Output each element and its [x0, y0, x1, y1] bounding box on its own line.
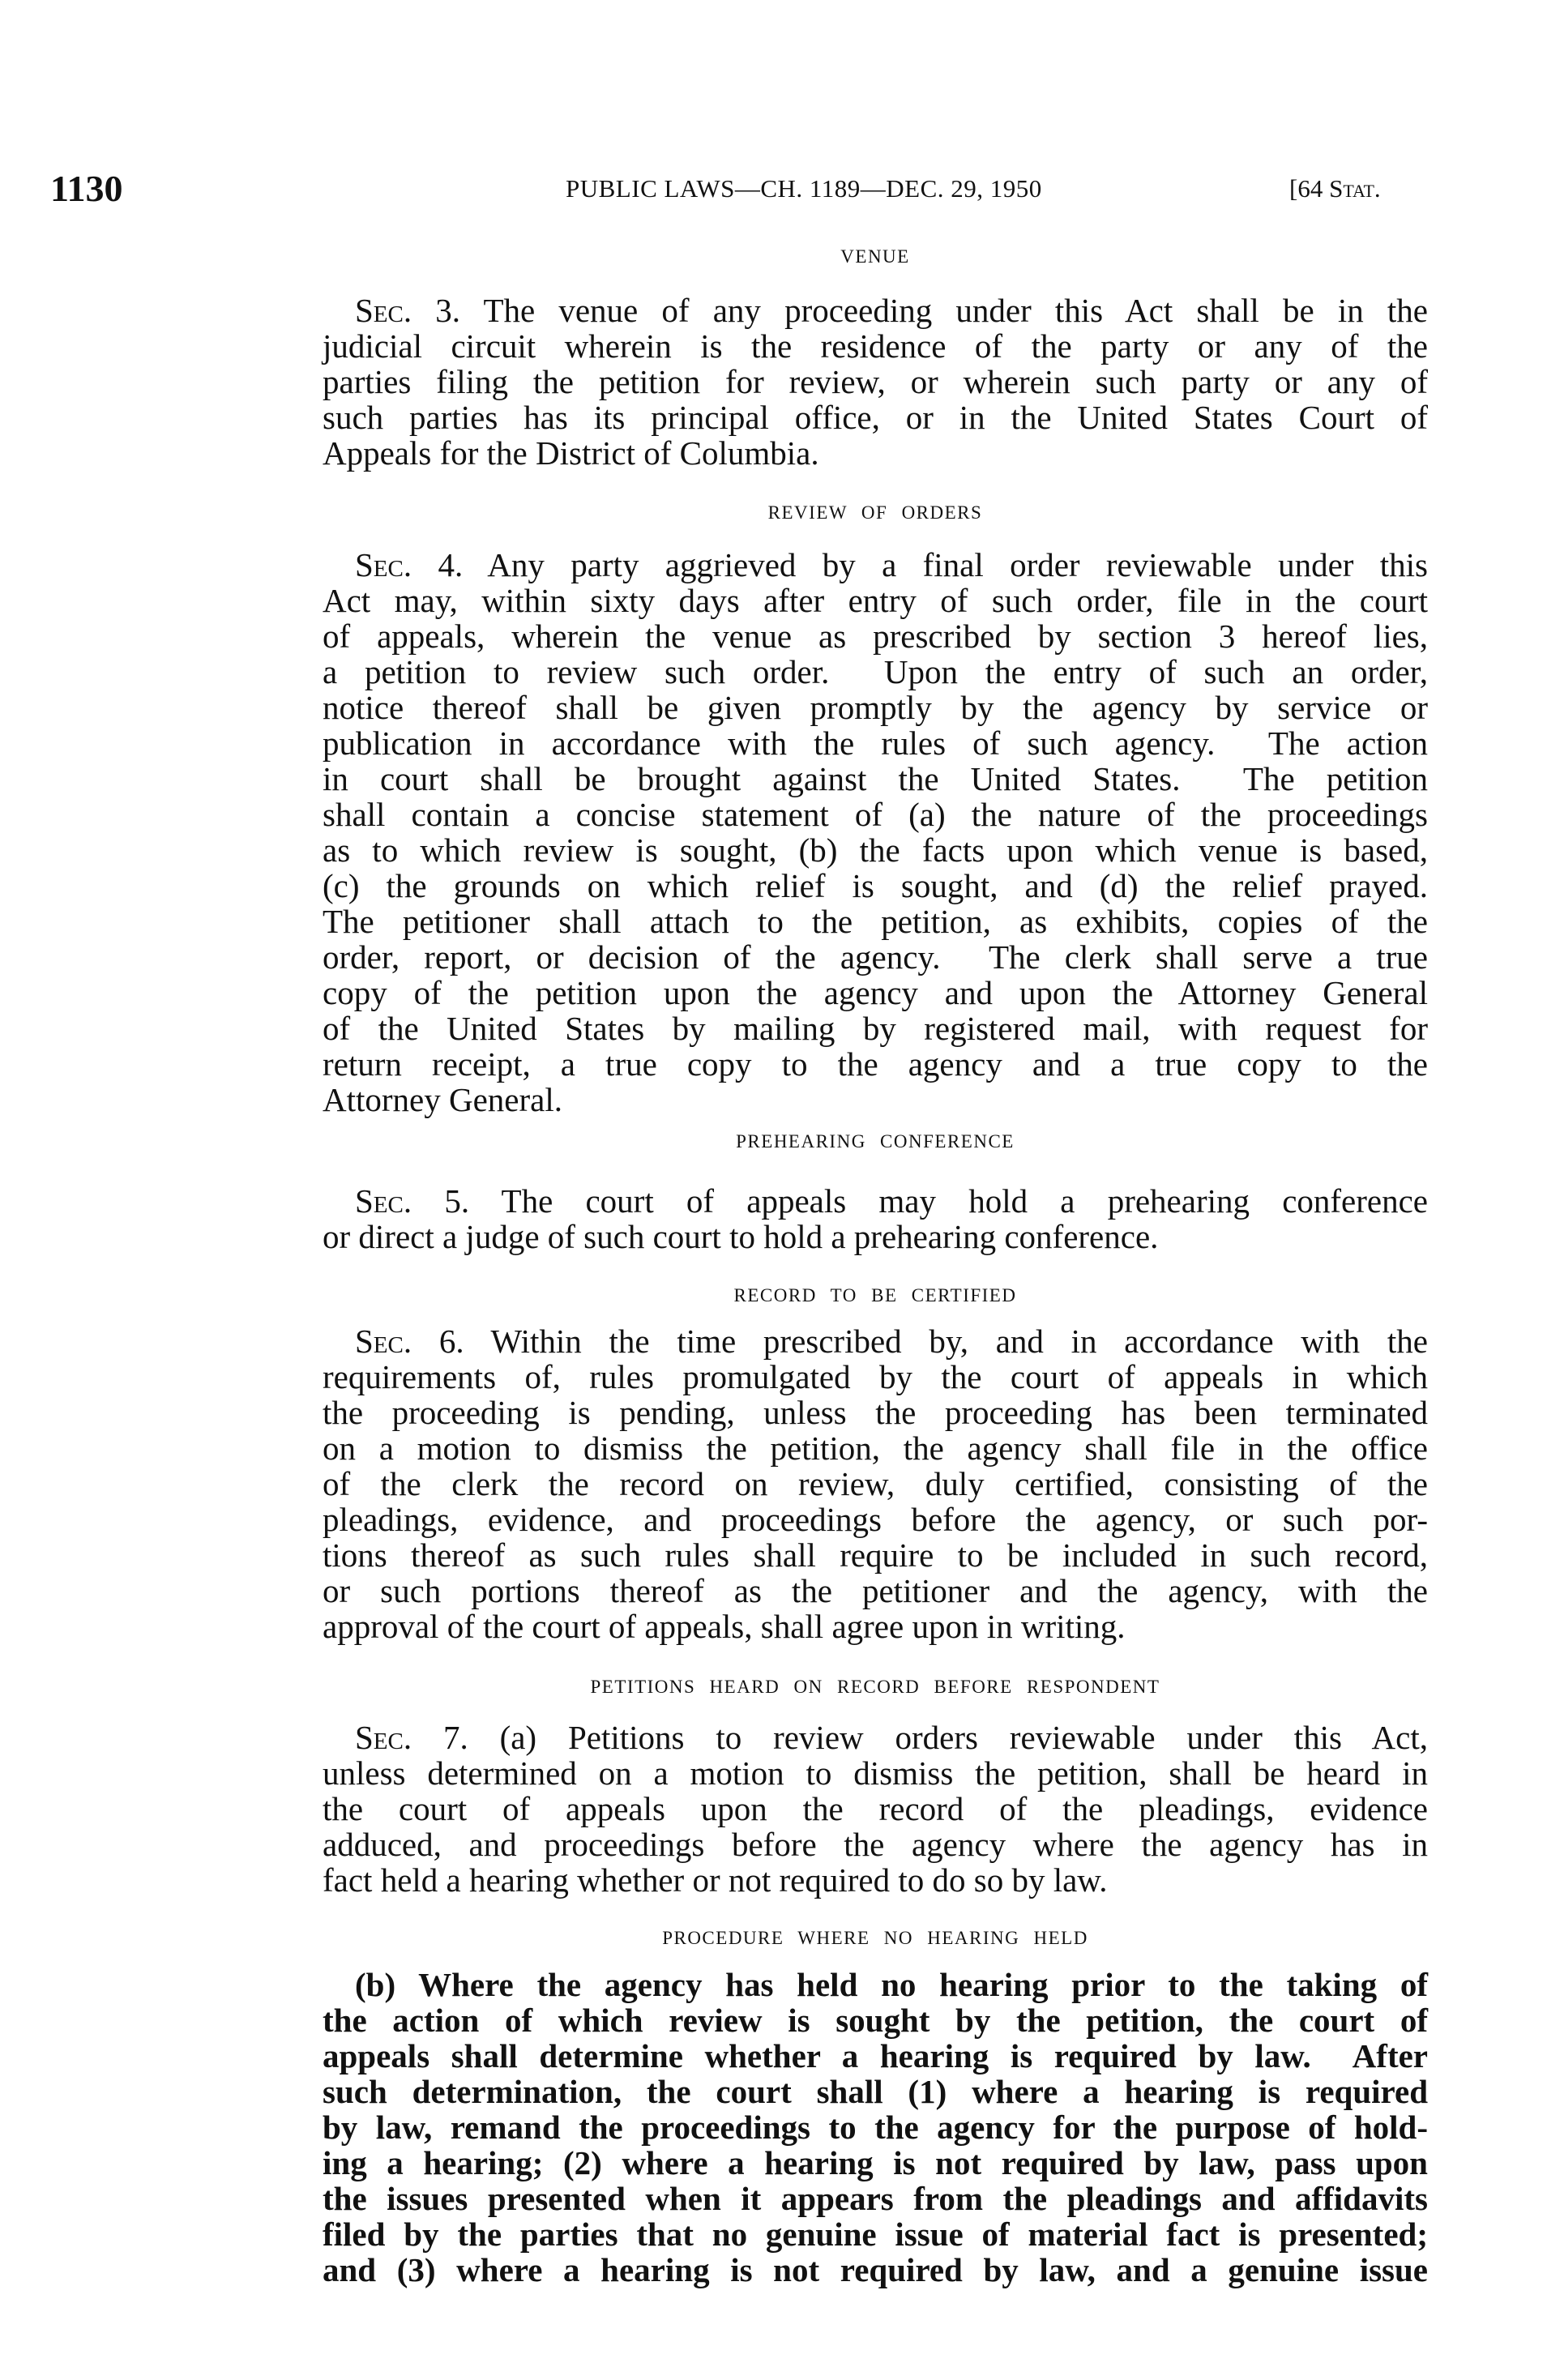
text-line: [323, 797, 1428, 832]
page-number: 1130: [50, 168, 123, 209]
line-content: parties filing the petition for review, or wherein such party or any of: [323, 363, 1428, 400]
text-line: [323, 1720, 1428, 1755]
line-text: [355, 1323, 1428, 1359]
text-line: [323, 975, 1428, 1011]
line-text: [323, 1609, 1126, 1644]
line-content: pleadings, evidence, and proceedings before the agency, or such por-: [323, 1501, 1428, 1538]
paragraph-sec-3: [323, 293, 1428, 471]
text-line: [323, 654, 1428, 690]
text-line: [323, 1609, 1428, 1644]
line-content: judicial circuit wherein is the residence of the party or any of the: [323, 327, 1428, 365]
line-text: [323, 2002, 1428, 2038]
line-text: [323, 2145, 1428, 2181]
section-heading-review-of-orders: REVIEW OF ORDERS: [767, 502, 983, 523]
line-content: adduced, and proceedings before the agency where the agency has in: [323, 1826, 1428, 1863]
line-content: Appeals for the District of Columbia.: [323, 434, 819, 472]
line-content: the issues presented when it appears from the pleadings and affidavits: [323, 2180, 1428, 2217]
text-line: [323, 1862, 1428, 1898]
line-text: [323, 1430, 1428, 1466]
text-line: [323, 2216, 1428, 2252]
line-text: [323, 2074, 1428, 2109]
text-line: [323, 1573, 1428, 1609]
text-line: [323, 2109, 1428, 2145]
volume-ref-stat: Stat.: [1329, 174, 1381, 203]
line-text: [323, 832, 1428, 868]
line-content: of the United States by mailing by registered mail, with request for: [323, 1010, 1428, 1047]
line-content: in court shall be brought against the United States. The petition: [323, 760, 1428, 797]
text-line: [323, 1791, 1428, 1827]
line-content: or such portions thereof as the petitioner and the agency, with the: [323, 1572, 1428, 1609]
line-content: of appeals, wherein the venue as prescribed by section 3 hereof lies,: [323, 617, 1428, 655]
text-line: [323, 1502, 1428, 1537]
paragraph-sec-6: [323, 1323, 1428, 1644]
line-text: [323, 1791, 1428, 1827]
section-label: Sec.: [355, 546, 412, 583]
volume-ref-bracket: [64: [1289, 174, 1330, 203]
line-content: 5. The court of appeals may hold a prehearing conference: [412, 1182, 1428, 1220]
text-line: [323, 364, 1428, 400]
line-text: [323, 904, 1428, 939]
line-text: [323, 2216, 1428, 2252]
line-text: [323, 2181, 1428, 2216]
line-content: the action of which review is sought by the petition, the court of: [323, 2002, 1428, 2039]
text-line: [323, 1082, 1428, 1117]
paragraph-sec-7-a: [323, 1720, 1428, 1898]
line-content: copy of the petition upon the agency and upon the Attorney General: [323, 974, 1428, 1011]
text-line: [323, 1827, 1428, 1862]
line-text: [323, 1537, 1428, 1573]
line-content: a petition to review such order. Upon the entry of such an order,: [323, 653, 1428, 690]
line-text: [323, 435, 819, 471]
text-line: [323, 1359, 1428, 1395]
text-line: [323, 1466, 1428, 1502]
paragraph-sec-4: [323, 547, 1428, 1117]
line-text: [323, 1573, 1428, 1609]
line-text: [323, 2038, 1428, 2074]
line-text: [323, 1219, 1158, 1254]
line-text: [323, 1827, 1428, 1862]
line-text: [323, 654, 1428, 690]
text-line: [323, 1755, 1428, 1791]
volume-reference: [1289, 169, 1381, 209]
line-text: [323, 1359, 1428, 1395]
text-line: [323, 2145, 1428, 2181]
line-content: as to which review is sought, (b) the facts upon which venue is based,: [323, 831, 1428, 869]
line-content: approval of the court of appeals, shall agree upon in writing.: [323, 1608, 1126, 1645]
text-line: [323, 2181, 1428, 2216]
line-content: of the clerk the record on review, duly certified, consisting of the: [323, 1465, 1428, 1502]
text-line: [323, 1430, 1428, 1466]
line-text: [323, 868, 1428, 904]
text-line: [323, 904, 1428, 939]
line-text: [323, 1082, 562, 1117]
line-text: [323, 1046, 1428, 1082]
running-head: PUBLIC LAWS—CH. 1189—DEC. 29, 1950: [566, 174, 1042, 203]
section-heading-record-to-be-certified: RECORD TO BE CERTIFIED: [733, 1285, 1017, 1305]
text-line: [323, 939, 1428, 975]
line-content: unless determined on a motion to dismiss the petition, shall be heard in: [323, 1754, 1428, 1792]
line-text: [323, 328, 1428, 364]
line-content: (b) Where the agency has held no hearing prior to the taking of: [355, 1966, 1428, 2003]
paragraph-sec-7-b: [323, 1967, 1428, 2288]
line-content: order, report, or decision of the agency. The clerk shall serve a true: [323, 938, 1428, 976]
line-content: requirements of, rules promulgated by the court of appeals in which: [323, 1358, 1428, 1395]
text-line: [323, 1011, 1428, 1046]
section-heading-venue: VENUE: [840, 246, 910, 267]
paragraph-sec-5: [323, 1183, 1428, 1254]
line-text: [323, 1862, 1108, 1898]
text-line: [323, 618, 1428, 654]
line-text: [323, 618, 1428, 654]
line-text: [355, 1967, 1428, 2002]
text-line: [323, 725, 1428, 761]
text-line: [323, 2038, 1428, 2074]
text-line: [323, 868, 1428, 904]
line-text: [323, 2109, 1428, 2145]
line-content: Attorney General.: [323, 1081, 562, 1118]
line-content: notice thereof shall be given promptly by the agency by service or: [323, 689, 1428, 726]
line-text: [323, 1395, 1428, 1430]
line-text: [355, 1183, 1428, 1219]
line-content: (c) the grounds on which relief is sought, and (d) the relief prayed.: [323, 867, 1428, 904]
line-text: [323, 1011, 1428, 1046]
line-text: [323, 583, 1428, 618]
line-text: [323, 761, 1428, 797]
text-line: [323, 547, 1428, 583]
line-content: on a motion to dismiss the petition, the agency shall file in the office: [323, 1429, 1428, 1467]
line-content: 3. The venue of any proceeding under this Act shall be in the: [412, 292, 1428, 329]
text-line: [323, 2074, 1428, 2109]
text-line: [323, 1046, 1428, 1082]
text-line: [323, 1183, 1428, 1219]
section-heading-procedure-no-hearing: PROCEDURE WHERE NO HEARING HELD: [662, 1928, 1088, 1948]
line-text: [323, 1502, 1428, 1537]
text-line: [323, 1967, 1428, 2002]
text-line: [323, 583, 1428, 618]
section-label: Sec.: [355, 1182, 412, 1220]
text-line: [323, 1395, 1428, 1430]
line-content: the proceeding is pending, unless the proceeding has been terminated: [323, 1394, 1428, 1431]
line-content: shall contain a concise statement of (a) the nature of the proceedings: [323, 796, 1428, 833]
line-text: [323, 975, 1428, 1011]
line-content: 7. (a) Petitions to review orders reviewable under this Act,: [412, 1719, 1428, 1756]
line-content: The petitioner shall attach to the petition, as exhibits, copies of the: [323, 903, 1428, 940]
line-content: appeals shall determine whether a hearing is required by law. After: [323, 2037, 1428, 2074]
line-text: [355, 547, 1428, 583]
section-label: Sec.: [355, 1719, 412, 1756]
line-content: 4. Any party aggrieved by a final order reviewable under this: [412, 546, 1428, 583]
line-text: [323, 364, 1428, 400]
text-line: [323, 400, 1428, 435]
text-line: [323, 2002, 1428, 2038]
section-heading-prehearing-conference: PREHEARING CONFERENCE: [736, 1131, 1015, 1152]
line-text: [323, 690, 1428, 725]
line-text: [355, 1720, 1428, 1755]
line-content: Act may, within sixty days after entry of such order, file in the court: [323, 582, 1428, 619]
text-line: [323, 2252, 1428, 2288]
text-line: [323, 690, 1428, 725]
section-label: Sec.: [355, 1322, 412, 1360]
line-content: the court of appeals upon the record of the pleadings, evidence: [323, 1790, 1428, 1827]
line-text: [323, 939, 1428, 975]
text-line: [323, 1537, 1428, 1573]
line-content: ing a hearing; (2) where a hearing is not required by law, pass upon: [323, 2144, 1428, 2181]
line-text: [323, 400, 1428, 435]
line-content: tions thereof as such rules shall require to be included in such record,: [323, 1536, 1428, 1574]
line-content: such determination, the court shall (1) where a hearing is required: [323, 2073, 1428, 2110]
text-line: [323, 328, 1428, 364]
text-line: [323, 1323, 1428, 1359]
text-line: [323, 832, 1428, 868]
line-content: and (3) where a hearing is not required by law, and a genuine issue: [323, 2251, 1428, 2288]
text-line: [323, 761, 1428, 797]
line-text: [323, 2252, 1428, 2288]
line-text: [355, 293, 1428, 328]
text-line: [323, 293, 1428, 328]
line-content: publication in accordance with the rules of such agency. The action: [323, 724, 1428, 762]
section-heading-petitions-heard: PETITIONS HEARD ON RECORD BEFORE RESPONDENT: [590, 1677, 1160, 1697]
text-line: [323, 1219, 1428, 1254]
text-line: [323, 435, 1428, 471]
line-content: such parties has its principal office, or in the United States Court of: [323, 399, 1428, 436]
line-content: by law, remand the proceedings to the agency for the purpose of hold-: [323, 2109, 1428, 2146]
line-content: fact held a hearing whether or not required to do so by law.: [323, 1861, 1108, 1899]
line-content: return receipt, a true copy to the agency and a true copy to the: [323, 1045, 1428, 1083]
line-text: [323, 725, 1428, 761]
line-content: filed by the parties that no genuine issue of material fact is presented;: [323, 2215, 1428, 2253]
line-content: 6. Within the time prescribed by, and in accordance with the: [412, 1322, 1428, 1360]
line-content: or direct a judge of such court to hold a prehearing conference.: [323, 1218, 1159, 1255]
section-label: Sec.: [355, 292, 412, 329]
line-text: [323, 1755, 1428, 1791]
line-text: [323, 1466, 1428, 1502]
line-text: [323, 797, 1428, 832]
